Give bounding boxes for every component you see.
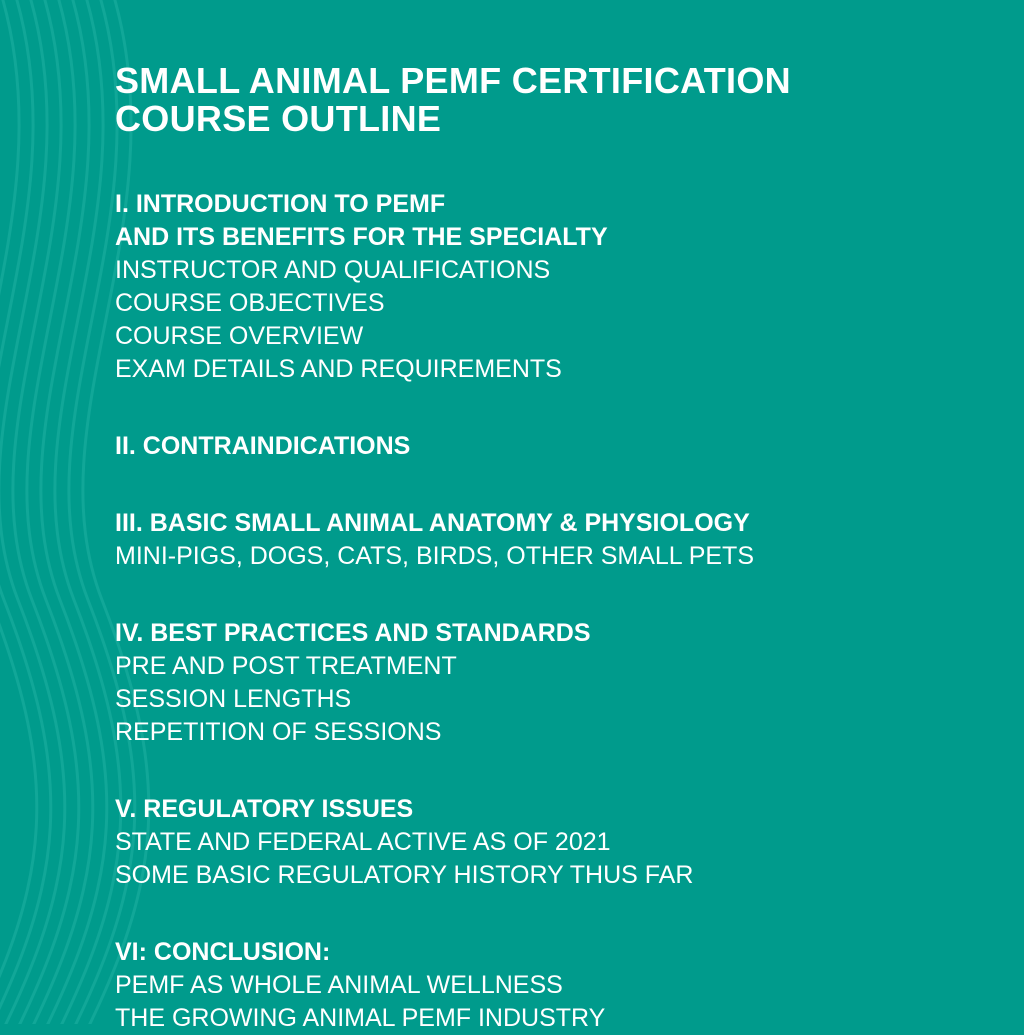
page-title-line: SMALL ANIMAL PEMF CERTIFICATION <box>115 60 791 101</box>
section-heading: IV. BEST PRACTICES AND STANDARDS <box>115 619 591 647</box>
outline-section <box>115 936 975 1035</box>
section-heading: I. INTRODUCTION TO PEMF <box>115 190 446 218</box>
page-title-line: COURSE OUTLINE <box>115 98 442 139</box>
section-heading: V. REGULATORY ISSUES <box>115 795 414 823</box>
outline-section <box>115 430 975 463</box>
section-item: PRE AND POST TREATMENT <box>115 652 457 680</box>
wave-line <box>0 0 51 1024</box>
course-outline <box>115 62 975 1035</box>
section-item: SOME BASIC REGULATORY HISTORY THUS FAR <box>115 861 694 889</box>
section-heading: VI: CONCLUSION: <box>115 938 331 966</box>
section-list <box>115 188 975 1035</box>
section-item: EXAM DETAILS AND REQUIREMENTS <box>115 355 562 383</box>
section-item: MINI-PIGS, DOGS, CATS, BIRDS, OTHER SMALL PETS <box>115 542 754 570</box>
section-item: COURSE OBJECTIVES <box>115 289 385 317</box>
page-title <box>115 62 975 138</box>
section-heading: III. BASIC SMALL ANIMAL ANATOMY & PHYSIOLOGY <box>115 509 750 537</box>
section-item: PEMF AS WHOLE ANIMAL WELLNESS <box>115 971 563 999</box>
outline-section <box>115 617 975 749</box>
section-item: COURSE OVERVIEW <box>115 322 364 350</box>
outline-section <box>115 793 975 892</box>
section-item: REPETITION OF SESSIONS <box>115 718 442 746</box>
section-item: STATE AND FEDERAL ACTIVE AS OF 2021 <box>115 828 611 856</box>
section-heading: II. CONTRAINDICATIONS <box>115 432 411 460</box>
section-item: SESSION LENGTHS <box>115 685 352 713</box>
section-heading: AND ITS BENEFITS FOR THE SPECIALTY <box>115 223 608 251</box>
outline-section <box>115 507 975 573</box>
section-item: INSTRUCTOR AND QUALIFICATIONS <box>115 256 551 284</box>
section-item: THE GROWING ANIMAL PEMF INDUSTRY <box>115 1004 606 1032</box>
outline-section <box>115 188 975 386</box>
